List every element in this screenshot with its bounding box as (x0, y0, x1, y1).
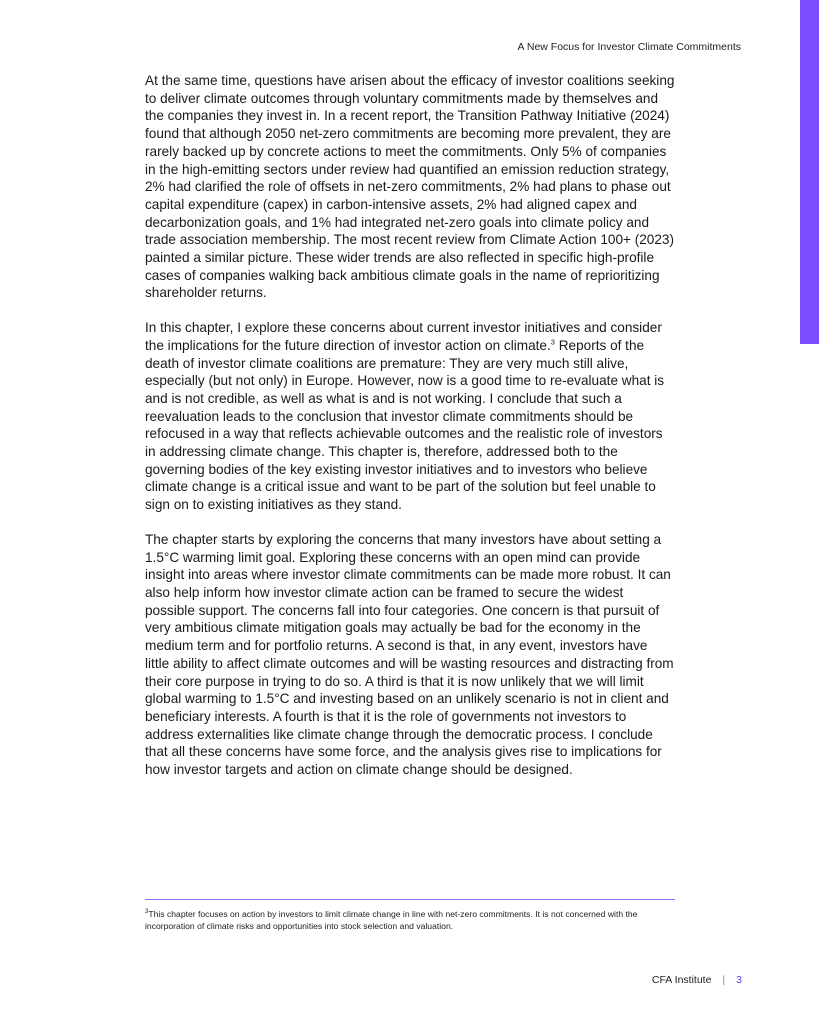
footnote-marker: 3 (145, 909, 149, 916)
page-number: 3 (736, 974, 742, 986)
footer-publisher: CFA Institute (651, 974, 712, 986)
paragraph-2-part-1: In this chapter, I explore these concerns about current investor initiatives and consider the implications for the future direction of investor action on climate. (145, 320, 662, 353)
paragraph-1: At the same time, questions have arisen about the efficacy of investor coalitions seeking to deliver climate outcomes through voluntary commitments made by themselves and the companies they invest in. In a recent report, the Transition Pathway Initiative (2024) found that although 2050 net-zero commitments are becoming more prevalent, they are rarely backed up by concrete actions to meet the commitments. Only 5% of companies in the high-emitting sectors under review had quantified an emission reduction strategy, 2% had clarified the role of offsets in net-zero commitments, 2% had plans to phase out capital expenditure (capex) in carbon-intensive assets, 2% had aligned capex and decarbonization goals, and 1% had integrated net-zero goals into climate policy and trade association membership. The most recent review from Climate Action 100+ (2023) painted a similar picture. These wider trends are also reflected in specific high-profile cases of companies walking back ambitious climate goals in the name of reprioritizing shareholder returns. (145, 73, 675, 301)
running-header: A New Focus for Investor Climate Commitments (517, 41, 741, 53)
footnote-divider (145, 899, 675, 900)
footer-separator: | (722, 974, 726, 986)
page-footer (652, 974, 742, 986)
paragraph-2-part-2: Reports of the death of investor climate coalitions are premature: They are very much still alive, especially (but not only) in Europe. However, now is a good time to re-evaluate what is and is not credible, as well as what is and is not working. I conclude that such a reevaluation leads to the conclusion that investor climate commitments should be refocused in a way that reflects achievable outcomes and the realistic role of investors in addressing climate change. This chapter is, therefore, addressed both to the governing bodies of the key existing investor initiatives and to investors who believe climate change is a critical issue and want to be part of the solution but feel unable to sign on to existing initiatives as they stand. (145, 337, 665, 513)
footnote-text: This chapter focuses on action by investors to limit climate change in line with net-zero commitments. It is not concerned with the incorporation of climate risks and opportunities into stock selection and valuation. (145, 909, 638, 931)
body-text (145, 72, 675, 796)
footnote-reference[interactable]: 3 (550, 337, 555, 347)
paragraph-3: The chapter starts by exploring the concerns that many investors have about setting a 1.5°C warming limit goal. Exploring these concerns with an open mind can provide insight into areas where investor climate commitments can be made more robust. It can also help inform how investor climate action can be framed to secure the widest possible support. The concerns fall into four categories. One concern is that pursuit of very ambitious climate mitigation goals may actually be bad for the economy in the medium term and for portfolio returns. A second is that, in any event, investors have little ability to affect climate outcomes and will be wasting resources and distracting from their core purpose in trying to do so. A third is that it is now unlikely that we will limit global warming to 1.5°C and investing based on an unlikely scenario is not in client and beneficiary interests. A fourth is that it is the role of governments not investors to address externalities like climate change through the democratic process. I conclude that all these concerns have some force, and the analysis gives rise to implications for how investor targets and action on climate change should be designed. (145, 531, 674, 778)
paragraph-2 (145, 319, 675, 514)
side-accent-tab (800, 0, 819, 344)
footnote (145, 908, 680, 932)
